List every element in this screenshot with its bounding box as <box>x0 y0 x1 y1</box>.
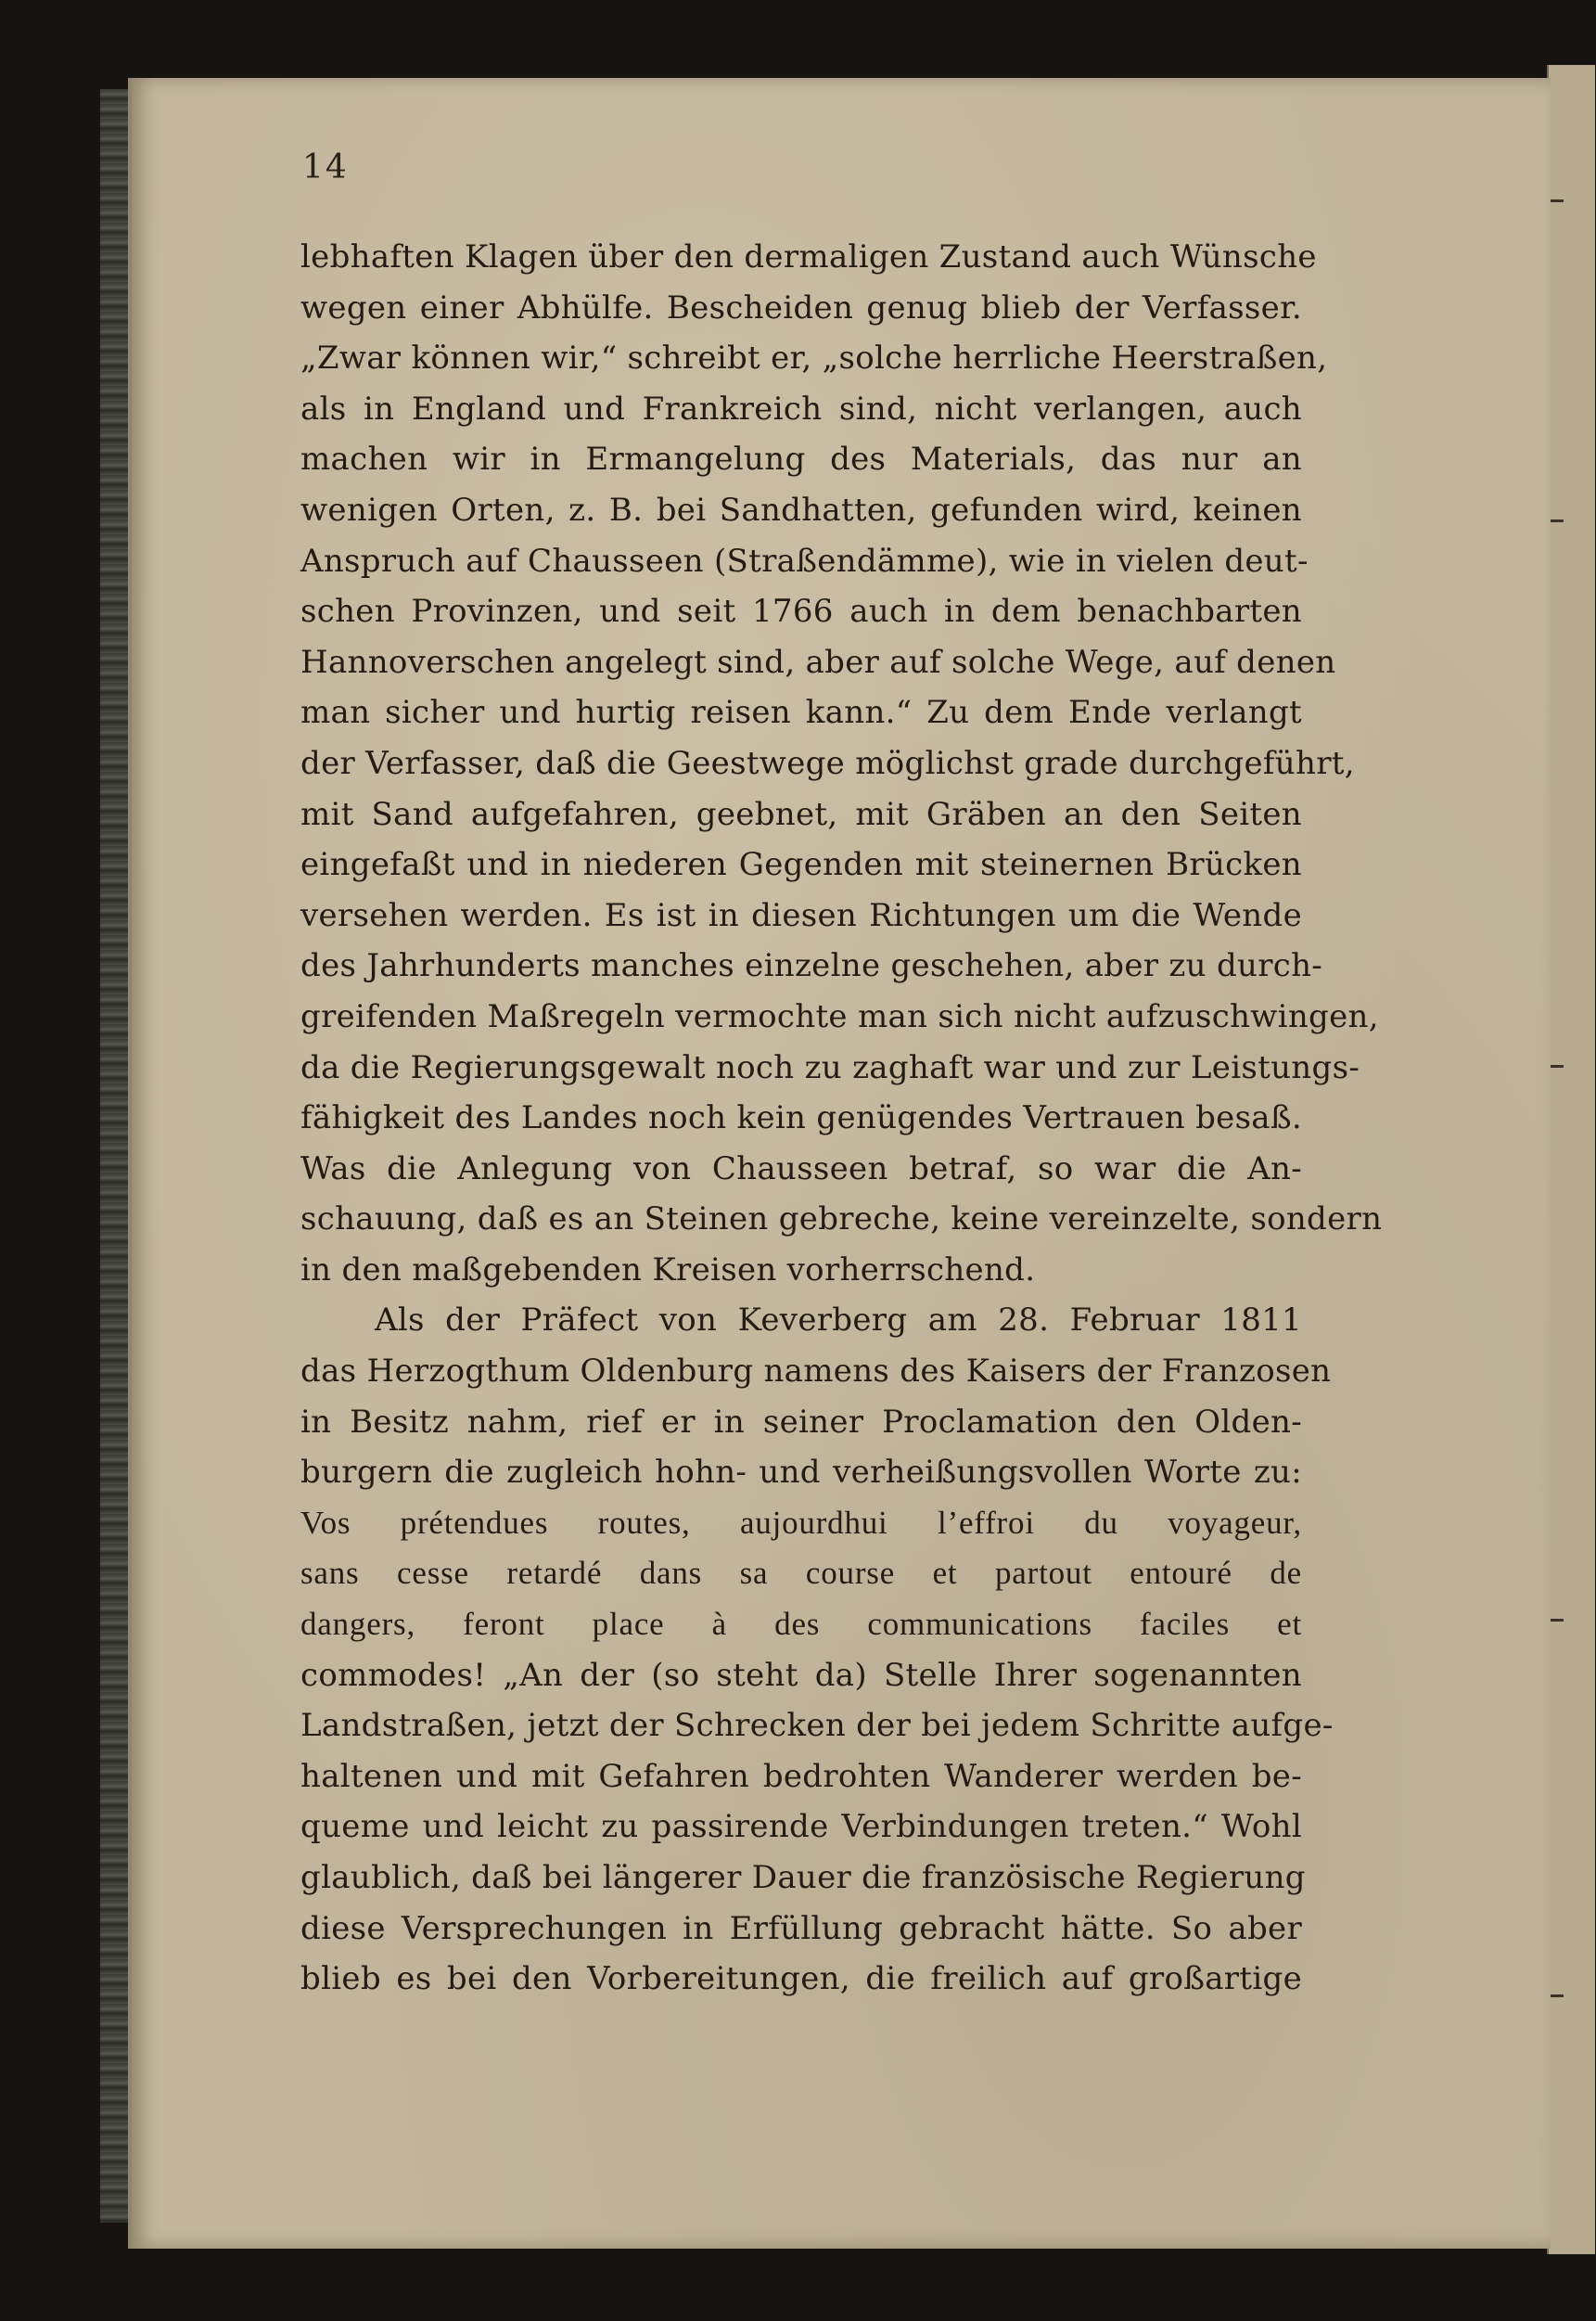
text-line: schauung, daß es an Steinen gebreche, keine vereinzelte, sondern <box>300 1200 1383 1238</box>
text-line: in Besitz nahm, rief er in seiner Proclamation den Olden- <box>300 1403 1302 1441</box>
adjacent-page-edge <box>1547 65 1595 2254</box>
text-line: Als der Präfect von Keverberg am 28. Februar 1811 <box>375 1302 1302 1340</box>
text-line: glaublich, daß bei längerer Dauer die französische Regierung <box>300 1859 1306 1896</box>
text-line: Anspruch auf Chausseen (Straßendämme), wie in vielen deut- <box>300 542 1309 580</box>
page-number: 14 <box>302 148 349 186</box>
text-line: des Jahrhunderts manches einzelne geschehen, aber zu durch- <box>300 947 1323 985</box>
text-line: der Verfasser, daß die Geestwege möglichst grade durchgeführt, <box>300 744 1355 782</box>
text-line: sans cesse retardé dans sa course et partout entouré de <box>300 1555 1302 1592</box>
text-line: in den maßgebenden Kreisen vorherrschend. <box>300 1250 1036 1289</box>
text-line: burgern die zugleich hohn- und verheißungsvollen Worte zu: <box>300 1454 1302 1492</box>
text-line: greifenden Maßregeln vermochte man sich nicht aufzuschwingen, <box>300 997 1379 1035</box>
text-line: wegen einer Abhülfe. Bescheiden genug blieb der Verfasser. <box>300 289 1302 327</box>
body-text <box>300 232 1383 2005</box>
text-line: schen Provinzen, und seit 1766 auch in dem benachbarten <box>300 593 1302 631</box>
text-line: blieb es bei den Vorbereitungen, die freilich auf großartige <box>300 1960 1302 1998</box>
text-line: da die Regierungsgewalt noch zu zaghaft war und zur Leistungs- <box>300 1048 1360 1086</box>
text-line: lebhaften Klagen über den dermaligen Zustand auch Wünsche <box>300 238 1317 276</box>
text-line: commodes! „An der (so steht da) Stelle Ihrer sogenannten <box>300 1656 1302 1694</box>
text-line: als in England und Frankreich sind, nicht verlangen, auch <box>300 390 1302 428</box>
text-line: fähigkeit des Landes noch kein genügendes Vertrauen besaß. <box>300 1099 1302 1137</box>
text-line: machen wir in Ermangelung des Materials, das nur an <box>300 441 1302 479</box>
text-line: queme und leicht zu passirende Verbindungen treten.“ Wohl <box>300 1808 1302 1846</box>
text-line: Vos prétendues routes, aujourdhui l’effroi du voyageur, <box>300 1504 1302 1541</box>
text-line: Was die Anlegung von Chausseen betraf, so war die An- <box>300 1149 1302 1187</box>
text-line: mit Sand aufgefahren, geebnet, mit Gräben an den Seiten <box>300 795 1302 833</box>
text-line: eingefaßt und in niederen Gegenden mit steinernen Brücken <box>300 846 1302 884</box>
text-line: man sicher und hurtig reisen kann.“ Zu dem Ende verlangt <box>300 694 1302 732</box>
text-line: Hannoverschen angelegt sind, aber auf solche Wege, auf denen <box>300 643 1336 681</box>
text-line: das Herzogthum Oldenburg namens des Kaisers der Franzosen <box>300 1353 1332 1391</box>
text-line: versehen werden. Es ist in diesen Richtungen um die Wende <box>300 896 1302 934</box>
text-line: dangers, feront place à des communications faciles et <box>300 1606 1302 1643</box>
text-line: „Zwar können wir,“ schreibt er, „solche herrliche Heerstraßen, <box>300 340 1328 378</box>
text-line: wenigen Orten, z. B. bei Sandhatten, gefunden wird, keinen <box>300 491 1302 529</box>
text-line: diese Versprechungen in Erfüllung gebracht hätte. So aber <box>300 1909 1302 1947</box>
text-line: Landstraßen, jetzt der Schrecken der bei jedem Schritte aufge- <box>300 1707 1334 1745</box>
text-line: haltenen und mit Gefahren bedrohten Wanderer werden be- <box>300 1757 1302 1795</box>
